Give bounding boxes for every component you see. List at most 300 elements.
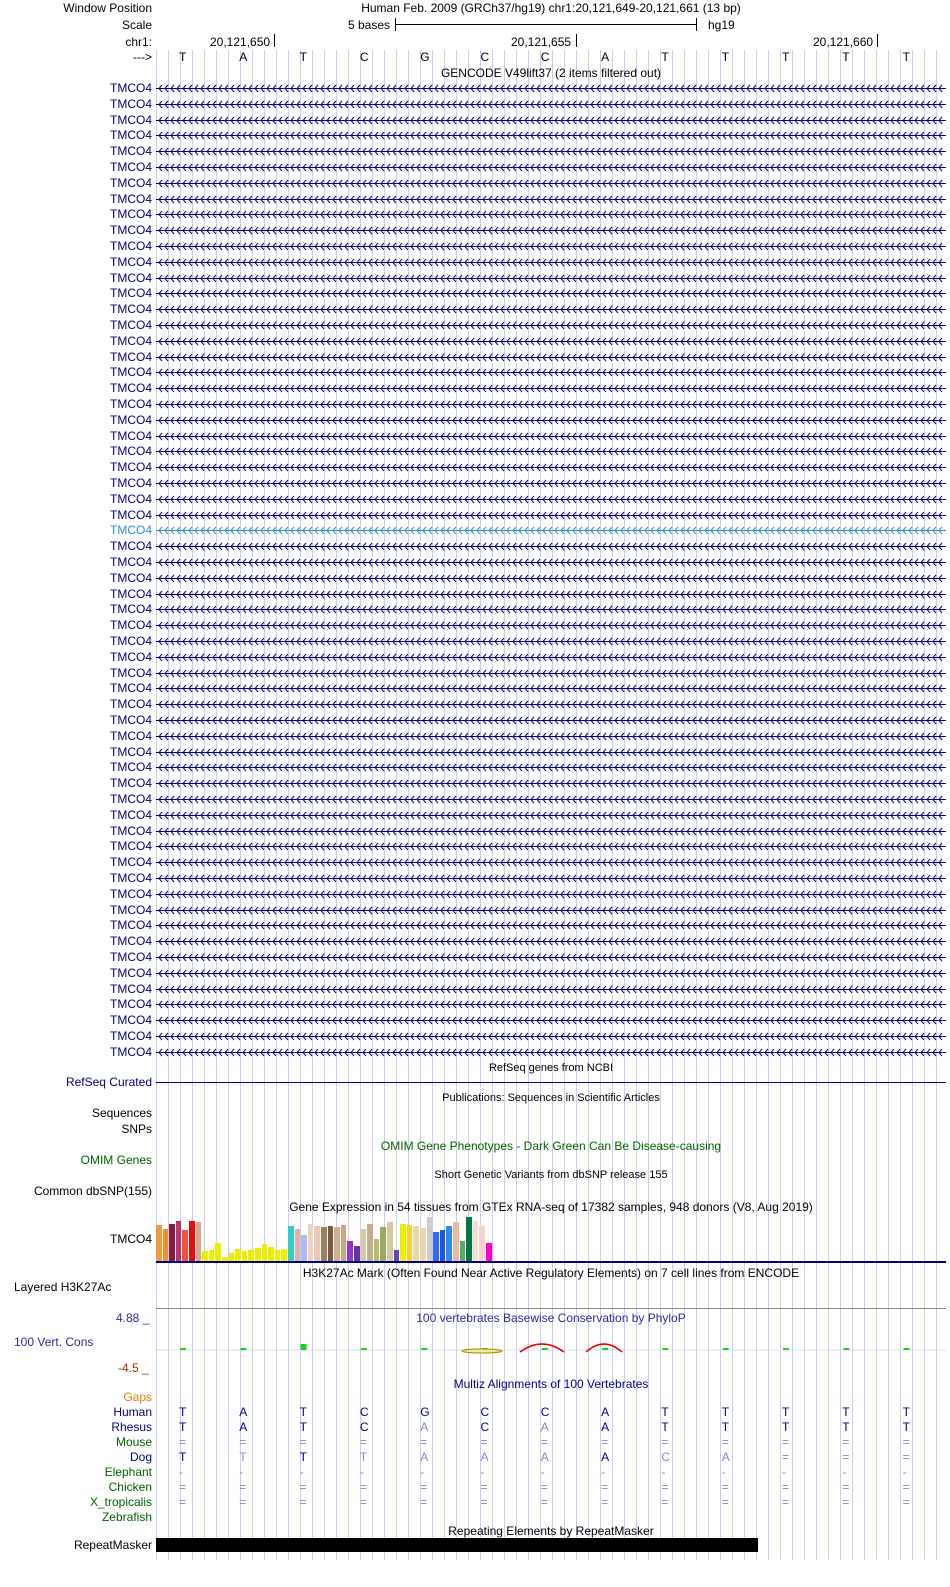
multiz-base: - bbox=[842, 1465, 847, 1479]
gtex-tissue-bar[interactable] bbox=[262, 1244, 268, 1261]
repeatmasker-track-title[interactable]: Repeating Elements by RepeatMasker bbox=[448, 1524, 654, 1538]
gencode-transcript-row[interactable] bbox=[0, 112, 950, 128]
gtex-tissue-bar[interactable] bbox=[163, 1229, 169, 1261]
gencode-transcript-label[interactable]: TMCO4 bbox=[110, 555, 152, 569]
gencode-transcript-row[interactable] bbox=[0, 159, 950, 175]
gencode-transcript-label[interactable]: TMCO4 bbox=[110, 96, 152, 111]
gtex-tissue-bar[interactable] bbox=[413, 1226, 419, 1261]
gtex-tissue-bar[interactable] bbox=[328, 1226, 334, 1261]
multiz-base: = bbox=[902, 1450, 910, 1464]
gencode-intron-line[interactable] bbox=[156, 949, 946, 965]
gencode-intron-line[interactable] bbox=[156, 507, 946, 523]
gencode-intron-line[interactable] bbox=[156, 886, 946, 902]
gencode-transcript-label[interactable]: TMCO4 bbox=[110, 997, 152, 1012]
gencode-transcript-label[interactable]: TMCO4 bbox=[110, 649, 152, 664]
multiz-species-label: Zebrafish bbox=[101, 1510, 152, 1524]
multiz-base: = bbox=[239, 1495, 247, 1509]
gtex-tissue-bar[interactable] bbox=[288, 1226, 294, 1261]
gencode-transcript-row[interactable] bbox=[0, 601, 950, 617]
gencode-transcript-row[interactable] bbox=[0, 222, 950, 238]
gencode-transcript-label[interactable]: TMCO4 bbox=[110, 665, 152, 680]
gencode-transcript-row[interactable] bbox=[0, 443, 950, 459]
multiz-base: T bbox=[661, 1420, 669, 1434]
gencode-transcript-label[interactable]: TMCO4 bbox=[110, 744, 152, 759]
omim-track-label[interactable]: OMIM Genes bbox=[80, 1153, 152, 1167]
gencode-transcript-label[interactable]: TMCO4 bbox=[110, 539, 152, 554]
repeatmasker-track-label[interactable]: RepeatMasker bbox=[73, 1538, 152, 1552]
gencode-transcript-label[interactable]: TMCO4 bbox=[110, 254, 152, 269]
gencode-transcript-label[interactable]: TMCO4 bbox=[110, 349, 152, 364]
gencode-transcript-label[interactable]: TMCO4 bbox=[110, 934, 152, 949]
scale-bases: 5 bases bbox=[348, 18, 391, 32]
phylop-score-mark bbox=[783, 1348, 789, 1350]
multiz-base: T bbox=[902, 1420, 910, 1434]
gencode-intron-line[interactable] bbox=[156, 728, 946, 744]
publications-track-title[interactable]: Publications: Sequences in Scientific Articles bbox=[442, 1092, 660, 1104]
gencode-transcript-row[interactable] bbox=[0, 886, 950, 902]
multiz-base: - bbox=[902, 1465, 907, 1479]
gtex-tissue-bar[interactable] bbox=[440, 1230, 446, 1261]
gencode-transcript-label[interactable]: TMCO4 bbox=[110, 207, 152, 222]
gencode-transcript-row[interactable] bbox=[0, 412, 950, 428]
gtex-tissue-bar[interactable] bbox=[248, 1250, 254, 1261]
gtex-tissue-bar[interactable] bbox=[486, 1243, 492, 1261]
gencode-intron-line[interactable] bbox=[156, 902, 946, 918]
gencode-transcript-label[interactable]: TMCO4 bbox=[110, 681, 152, 696]
gencode-transcript-label[interactable]: TMCO4 bbox=[110, 302, 152, 317]
gencode-intron-line[interactable] bbox=[156, 917, 946, 933]
gencode-intron-line[interactable] bbox=[156, 649, 946, 665]
multiz-track-title[interactable]: Multiz Alignments of 100 Vertebrates bbox=[453, 1377, 649, 1391]
gencode-intron-line[interactable] bbox=[156, 491, 946, 507]
gencode-transcript-row[interactable] bbox=[0, 744, 950, 760]
gencode-transcript-label[interactable]: TMCO4 bbox=[110, 1029, 152, 1043]
gencode-transcript-label[interactable]: TMCO4 bbox=[110, 223, 152, 238]
repeatmasker-element[interactable] bbox=[156, 1538, 758, 1552]
gtex-tissue-bar[interactable] bbox=[255, 1248, 261, 1261]
gencode-transcript-label[interactable]: TMCO4 bbox=[110, 270, 152, 285]
multiz-base: - bbox=[601, 1465, 606, 1479]
gencode-intron-line[interactable] bbox=[156, 333, 946, 349]
gencode-intron-line[interactable] bbox=[156, 96, 946, 112]
gencode-transcript-label[interactable]: TMCO4 bbox=[110, 523, 152, 538]
gtex-tissue-bar[interactable] bbox=[275, 1250, 281, 1261]
gencode-intron-line[interactable] bbox=[156, 222, 946, 238]
gencode-transcript-label[interactable]: TMCO4 bbox=[110, 886, 152, 901]
gencode-intron-line[interactable] bbox=[156, 759, 946, 775]
gencode-transcript-label[interactable]: TMCO4 bbox=[110, 1044, 152, 1059]
gencode-transcript-row[interactable] bbox=[0, 459, 950, 475]
gencode-transcript-label[interactable]: TMCO4 bbox=[110, 570, 152, 585]
gencode-intron-line[interactable] bbox=[156, 143, 946, 159]
gtex-expression-chart[interactable] bbox=[156, 1217, 536, 1261]
gencode-transcript-label[interactable]: TMCO4 bbox=[110, 697, 152, 712]
gencode-transcript-row[interactable] bbox=[0, 728, 950, 744]
gencode-transcript-label[interactable]: TMCO4 bbox=[110, 112, 152, 127]
gtex-tissue-bar[interactable] bbox=[479, 1226, 485, 1261]
multiz-base: T bbox=[359, 1450, 368, 1464]
gencode-intron-line[interactable] bbox=[156, 1044, 946, 1060]
gtex-tissue-bar[interactable] bbox=[367, 1224, 373, 1261]
gencode-intron-line[interactable] bbox=[156, 807, 946, 823]
gencode-transcript-label[interactable]: TMCO4 bbox=[110, 950, 152, 964]
multiz-base: C bbox=[359, 1420, 369, 1434]
gencode-intron-line[interactable] bbox=[156, 712, 946, 728]
gencode-transcript-row[interactable] bbox=[0, 933, 950, 949]
gencode-transcript-label[interactable]: TMCO4 bbox=[110, 1013, 152, 1028]
multiz-species-label: Chicken bbox=[108, 1480, 152, 1494]
gencode-transcript-row[interactable] bbox=[0, 696, 950, 712]
gencode-transcript-label[interactable]: TMCO4 bbox=[110, 160, 152, 174]
coord-tick-mark-1 bbox=[274, 34, 275, 47]
gencode-transcript-row[interactable] bbox=[0, 428, 950, 444]
gencode-transcript-label[interactable]: TMCO4 bbox=[110, 918, 152, 933]
multiz-base: = bbox=[782, 1435, 790, 1449]
gencode-transcript-row[interactable] bbox=[0, 364, 950, 380]
gtex-tissue-bar[interactable] bbox=[295, 1229, 301, 1261]
gencode-intron-line[interactable] bbox=[156, 443, 946, 459]
gencode-transcript-row[interactable] bbox=[0, 206, 950, 222]
gencode-intron-line[interactable] bbox=[156, 301, 946, 317]
gencode-transcript-row[interactable] bbox=[0, 823, 950, 839]
gencode-transcript-row[interactable] bbox=[0, 870, 950, 886]
gtex-tissue-bar[interactable] bbox=[374, 1239, 380, 1261]
gencode-transcript-row[interactable] bbox=[0, 1012, 950, 1028]
phylop-plot[interactable] bbox=[156, 1330, 946, 1370]
gtex-tissue-bar[interactable] bbox=[156, 1225, 162, 1261]
gencode-transcript-row[interactable] bbox=[0, 96, 950, 112]
sequence-base: T bbox=[661, 50, 669, 64]
gencode-intron-line[interactable] bbox=[156, 775, 946, 791]
gencode-transcript-label[interactable]: TMCO4 bbox=[110, 381, 152, 396]
gencode-intron-line[interactable] bbox=[156, 1028, 946, 1044]
gencode-intron-line[interactable] bbox=[156, 965, 946, 981]
gencode-transcript-label[interactable]: TMCO4 bbox=[110, 144, 152, 159]
multiz-base: = bbox=[601, 1495, 609, 1509]
gencode-transcript-row[interactable] bbox=[0, 380, 950, 396]
gtex-track-label[interactable]: TMCO4 bbox=[110, 1232, 152, 1246]
multiz-base: T bbox=[299, 1450, 307, 1464]
gencode-intron-line[interactable] bbox=[156, 680, 946, 696]
multiz-base: A bbox=[420, 1420, 429, 1434]
coord-tick-mark-2 bbox=[576, 34, 577, 47]
gtex-tissue-bar[interactable] bbox=[341, 1225, 347, 1261]
gencode-transcript-label[interactable]: TMCO4 bbox=[110, 239, 152, 253]
multiz-base: = bbox=[601, 1480, 609, 1494]
gtex-tissue-bar[interactable] bbox=[420, 1228, 426, 1261]
gencode-transcript-row[interactable] bbox=[0, 143, 950, 159]
multiz-base: A bbox=[239, 1420, 248, 1434]
gencode-intron-line[interactable] bbox=[156, 459, 946, 475]
gencode-transcript-row[interactable] bbox=[0, 965, 950, 981]
gencode-transcript-row[interactable] bbox=[0, 491, 950, 507]
multiz-base: = bbox=[540, 1480, 548, 1494]
gencode-intron-line[interactable] bbox=[156, 285, 946, 301]
gencode-intron-line[interactable] bbox=[156, 206, 946, 222]
gencode-transcript-row[interactable] bbox=[0, 507, 950, 523]
h3k27ac-track-label[interactable]: Layered H3K27Ac bbox=[14, 1280, 112, 1294]
gtex-tissue-bar[interactable] bbox=[314, 1226, 320, 1261]
gencode-transcript-label[interactable]: TMCO4 bbox=[110, 365, 152, 380]
gencode-transcript-label[interactable]: TMCO4 bbox=[110, 318, 152, 332]
gencode-transcript-label[interactable]: TMCO4 bbox=[110, 981, 152, 996]
gencode-transcript-label[interactable]: TMCO4 bbox=[110, 412, 152, 427]
gencode-intron-line[interactable] bbox=[156, 175, 946, 191]
gencode-intron-line[interactable] bbox=[156, 617, 946, 633]
multiz-base: T bbox=[782, 1420, 790, 1434]
gencode-transcript-row[interactable] bbox=[0, 333, 950, 349]
gencode-intron-line[interactable] bbox=[156, 633, 946, 649]
gencode-transcript-row[interactable] bbox=[0, 838, 950, 854]
gencode-transcript-row[interactable] bbox=[0, 1028, 950, 1044]
phylop-track-label[interactable]: 100 Vert. Cons bbox=[14, 1335, 94, 1349]
gencode-track-title[interactable]: GENCODE V49lift37 (2 items filtered out) bbox=[440, 66, 662, 80]
gtex-tissue-bar[interactable] bbox=[347, 1241, 353, 1261]
gtex-tissue-bar[interactable] bbox=[394, 1250, 400, 1261]
gtex-tissue-bar[interactable] bbox=[169, 1224, 175, 1261]
multiz-base: T bbox=[299, 1405, 307, 1419]
gencode-intron-line[interactable] bbox=[156, 665, 946, 681]
gtex-tissue-bar[interactable] bbox=[182, 1230, 188, 1261]
gencode-transcript-row[interactable] bbox=[0, 1044, 950, 1060]
gencode-transcript-label[interactable]: TMCO4 bbox=[110, 444, 152, 459]
gencode-transcript-row[interactable] bbox=[0, 854, 950, 870]
gencode-transcript-row[interactable] bbox=[0, 285, 950, 301]
gencode-transcript-label[interactable]: TMCO4 bbox=[110, 81, 152, 95]
gencode-intron-line[interactable] bbox=[156, 191, 946, 207]
gtex-tissue-bar[interactable] bbox=[361, 1229, 367, 1261]
gtex-tissue-bar[interactable] bbox=[202, 1251, 208, 1261]
gtex-tissue-bar[interactable] bbox=[215, 1243, 221, 1261]
gencode-intron-line[interactable] bbox=[156, 1012, 946, 1028]
h3k27ac-track-title[interactable]: H3K27Ac Mark (Often Found Near Active Regulatory Elements) on 7 cell lines from ENCODE bbox=[302, 1266, 800, 1280]
gencode-transcript-label[interactable]: TMCO4 bbox=[110, 428, 152, 443]
gencode-transcript-row[interactable] bbox=[0, 759, 950, 775]
gencode-intron-line[interactable] bbox=[156, 112, 946, 128]
gencode-intron-line[interactable] bbox=[156, 696, 946, 712]
gencode-transcript-label[interactable]: TMCO4 bbox=[110, 191, 152, 206]
gencode-transcript-label[interactable]: TMCO4 bbox=[110, 397, 152, 411]
gtex-tissue-bar[interactable] bbox=[308, 1224, 314, 1261]
gencode-transcript-row[interactable] bbox=[0, 538, 950, 554]
gtex-tissue-bar[interactable] bbox=[301, 1235, 307, 1261]
refseq-track-label[interactable]: RefSeq Curated bbox=[65, 1075, 152, 1089]
gtex-tissue-bar[interactable] bbox=[229, 1253, 235, 1261]
gencode-transcript-row[interactable] bbox=[0, 270, 950, 286]
gencode-intron-line[interactable] bbox=[156, 854, 946, 870]
gencode-transcript-label[interactable]: TMCO4 bbox=[110, 602, 152, 617]
gtex-tissue-bar[interactable] bbox=[387, 1222, 393, 1261]
gencode-transcript-label[interactable]: TMCO4 bbox=[110, 618, 152, 633]
gencode-intron-line[interactable] bbox=[156, 981, 946, 997]
gencode-transcript-row[interactable] bbox=[0, 127, 950, 143]
gencode-transcript-label[interactable]: TMCO4 bbox=[110, 792, 152, 806]
gtex-tissue-bar[interactable] bbox=[460, 1241, 466, 1261]
gencode-intron-line[interactable] bbox=[156, 475, 946, 491]
gencode-transcript-row[interactable] bbox=[0, 712, 950, 728]
gencode-intron-line[interactable] bbox=[156, 364, 946, 380]
gtex-tissue-bar[interactable] bbox=[380, 1227, 386, 1261]
gencode-intron-line[interactable] bbox=[156, 159, 946, 175]
gencode-transcript-row[interactable] bbox=[0, 396, 950, 412]
gencode-transcript-row[interactable] bbox=[0, 617, 950, 633]
gencode-transcript-row[interactable] bbox=[0, 570, 950, 586]
multiz-base: = bbox=[179, 1435, 187, 1449]
gencode-transcript-row[interactable] bbox=[0, 175, 950, 191]
gencode-transcript-row[interactable] bbox=[0, 522, 950, 538]
gencode-intron-line[interactable] bbox=[156, 127, 946, 143]
gencode-intron-line[interactable] bbox=[156, 270, 946, 286]
gtex-tissue-bar[interactable] bbox=[268, 1247, 274, 1261]
gencode-intron-line[interactable] bbox=[156, 791, 946, 807]
gencode-transcript-label[interactable]: TMCO4 bbox=[110, 634, 152, 648]
gencode-intron-line[interactable] bbox=[156, 823, 946, 839]
gtex-tissue-bar[interactable] bbox=[433, 1232, 439, 1261]
dbsnp-track-label[interactable]: Common dbSNP(155) bbox=[33, 1184, 152, 1198]
gencode-transcript-label[interactable]: TMCO4 bbox=[110, 965, 152, 980]
gencode-transcript-row[interactable] bbox=[0, 807, 950, 823]
publications-label-sequences[interactable]: Sequences bbox=[91, 1106, 152, 1120]
sequence-base: T bbox=[179, 50, 187, 64]
gencode-transcript-label[interactable]: TMCO4 bbox=[110, 333, 152, 348]
gencode-intron-line[interactable] bbox=[156, 80, 946, 96]
gencode-transcript-row[interactable] bbox=[0, 665, 950, 681]
gencode-transcript-label[interactable]: TMCO4 bbox=[110, 286, 152, 301]
gencode-intron-line[interactable] bbox=[156, 522, 946, 538]
gencode-intron-line[interactable] bbox=[156, 396, 946, 412]
gtex-tissue-bar[interactable] bbox=[281, 1249, 287, 1261]
gencode-intron-line[interactable] bbox=[156, 538, 946, 554]
gencode-intron-line[interactable] bbox=[156, 554, 946, 570]
gencode-intron-line[interactable] bbox=[156, 933, 946, 949]
gencode-intron-line[interactable] bbox=[156, 601, 946, 617]
gencode-transcript-label[interactable]: TMCO4 bbox=[110, 460, 152, 475]
phylop-score-mark bbox=[301, 1344, 307, 1350]
gencode-transcript-label[interactable]: TMCO4 bbox=[110, 807, 152, 822]
multiz-base: - bbox=[420, 1465, 425, 1479]
gencode-transcript-label[interactable]: TMCO4 bbox=[110, 760, 152, 775]
publications-label-snps[interactable]: SNPs bbox=[121, 1122, 152, 1136]
gencode-intron-line[interactable] bbox=[156, 428, 946, 444]
multiz-base: = bbox=[842, 1480, 850, 1494]
gtex-tissue-bar[interactable] bbox=[466, 1217, 472, 1261]
gencode-transcript-row[interactable] bbox=[0, 80, 950, 96]
gencode-transcript-label[interactable]: TMCO4 bbox=[110, 728, 152, 743]
gencode-intron-line[interactable] bbox=[156, 838, 946, 854]
refseq-track-title[interactable]: RefSeq genes from NCBI bbox=[488, 1062, 614, 1074]
gencode-transcript-label[interactable]: TMCO4 bbox=[110, 476, 152, 490]
gencode-transcript-row[interactable] bbox=[0, 949, 950, 965]
dbsnp-track-title[interactable]: Short Genetic Variants from dbSNP release 155 bbox=[434, 1169, 668, 1181]
gencode-transcript-label[interactable]: TMCO4 bbox=[110, 175, 152, 190]
gencode-intron-line[interactable] bbox=[156, 317, 946, 333]
gencode-transcript-label[interactable]: TMCO4 bbox=[110, 871, 152, 885]
phylop-score-mark bbox=[843, 1348, 849, 1350]
gencode-transcript-label[interactable]: TMCO4 bbox=[110, 507, 152, 522]
multiz-base: T bbox=[299, 1420, 307, 1434]
gtex-tissue-bar[interactable] bbox=[354, 1246, 360, 1261]
gtex-tissue-bar[interactable] bbox=[196, 1222, 202, 1261]
sequence-base: A bbox=[601, 50, 610, 64]
gtex-tissue-bar[interactable] bbox=[242, 1251, 248, 1261]
gencode-transcript-row[interactable] bbox=[0, 254, 950, 270]
omim-track-title[interactable]: OMIM Gene Phenotypes - Dark Green Can Be Disease-causing bbox=[380, 1139, 722, 1153]
gencode-transcript-row[interactable] bbox=[0, 775, 950, 791]
gencode-transcript-row[interactable] bbox=[0, 981, 950, 997]
gtex-tissue-bar[interactable] bbox=[235, 1249, 241, 1261]
multiz-base: = bbox=[239, 1480, 247, 1494]
gtex-track-title[interactable]: Gene Expression in 54 tissues from GTEx RNA-seq of 17382 samples, 948 donors (V8, Aug 2019) bbox=[289, 1200, 813, 1214]
gencode-intron-line[interactable] bbox=[156, 238, 946, 254]
gtex-tissue-bar[interactable] bbox=[176, 1221, 182, 1261]
gencode-transcript-row[interactable] bbox=[0, 649, 950, 665]
gencode-transcript-label[interactable]: TMCO4 bbox=[110, 902, 152, 917]
gencode-transcript-row[interactable] bbox=[0, 191, 950, 207]
gencode-transcript-label[interactable]: TMCO4 bbox=[110, 855, 152, 870]
gencode-transcript-row[interactable] bbox=[0, 349, 950, 365]
gencode-transcript-row[interactable] bbox=[0, 238, 950, 254]
gencode-transcript-label[interactable]: TMCO4 bbox=[110, 776, 152, 791]
gencode-transcript-row[interactable] bbox=[0, 917, 950, 933]
gtex-tissue-bar[interactable] bbox=[407, 1225, 413, 1261]
gencode-transcript-label[interactable]: TMCO4 bbox=[110, 823, 152, 838]
gencode-transcript-row[interactable] bbox=[0, 996, 950, 1012]
multiz-base: A bbox=[239, 1405, 248, 1419]
gencode-intron-line[interactable] bbox=[156, 380, 946, 396]
gencode-transcript-label[interactable]: TMCO4 bbox=[110, 491, 152, 506]
gtex-tissue-bar[interactable] bbox=[427, 1217, 433, 1261]
multiz-base: = bbox=[299, 1495, 307, 1509]
gencode-transcript-row[interactable] bbox=[0, 791, 950, 807]
gencode-intron-line[interactable] bbox=[156, 412, 946, 428]
gencode-transcript-row[interactable] bbox=[0, 902, 950, 918]
multiz-base: = bbox=[661, 1495, 669, 1509]
gencode-transcript-row[interactable] bbox=[0, 586, 950, 602]
multiz-base: - bbox=[480, 1465, 485, 1479]
phylop-track-title[interactable]: 100 vertebrates Basewise Conservation by PhyloP bbox=[416, 1311, 686, 1325]
gencode-transcript-label[interactable]: TMCO4 bbox=[110, 713, 152, 727]
gtex-tissue-bar[interactable] bbox=[400, 1224, 406, 1261]
coord-tick-mark-3 bbox=[877, 34, 878, 47]
gencode-transcript-row[interactable] bbox=[0, 475, 950, 491]
gencode-intron-line[interactable] bbox=[156, 870, 946, 886]
gtex-tissue-bar[interactable] bbox=[321, 1227, 327, 1261]
gencode-transcript-label[interactable]: TMCO4 bbox=[110, 586, 152, 601]
gencode-intron-line[interactable] bbox=[156, 254, 946, 270]
gencode-transcript-label[interactable]: TMCO4 bbox=[110, 128, 152, 143]
gencode-transcript-label[interactable]: TMCO4 bbox=[110, 839, 152, 854]
gtex-tissue-bar[interactable] bbox=[453, 1222, 459, 1261]
gencode-intron-line[interactable] bbox=[156, 349, 946, 365]
gtex-tissue-bar[interactable] bbox=[189, 1221, 195, 1261]
multiz-base: A bbox=[420, 1450, 429, 1464]
gencode-transcript-row[interactable] bbox=[0, 680, 950, 696]
gencode-transcript-row[interactable] bbox=[0, 554, 950, 570]
gencode-intron-line[interactable] bbox=[156, 586, 946, 602]
gencode-transcript-row[interactable] bbox=[0, 301, 950, 317]
refseq-gene-line[interactable] bbox=[156, 1082, 946, 1083]
gtex-tissue-bar[interactable] bbox=[334, 1227, 340, 1261]
gencode-intron-line[interactable] bbox=[156, 744, 946, 760]
gencode-transcript-row[interactable] bbox=[0, 317, 950, 333]
phylop-score-mark bbox=[542, 1348, 548, 1350]
gencode-intron-line[interactable] bbox=[156, 570, 946, 586]
gencode-transcript-row[interactable] bbox=[0, 633, 950, 649]
gtex-tissue-bar[interactable] bbox=[473, 1221, 479, 1261]
gtex-tissue-bar[interactable] bbox=[209, 1250, 215, 1261]
gencode-intron-line[interactable] bbox=[156, 996, 946, 1012]
gtex-tissue-bar[interactable] bbox=[446, 1226, 452, 1261]
